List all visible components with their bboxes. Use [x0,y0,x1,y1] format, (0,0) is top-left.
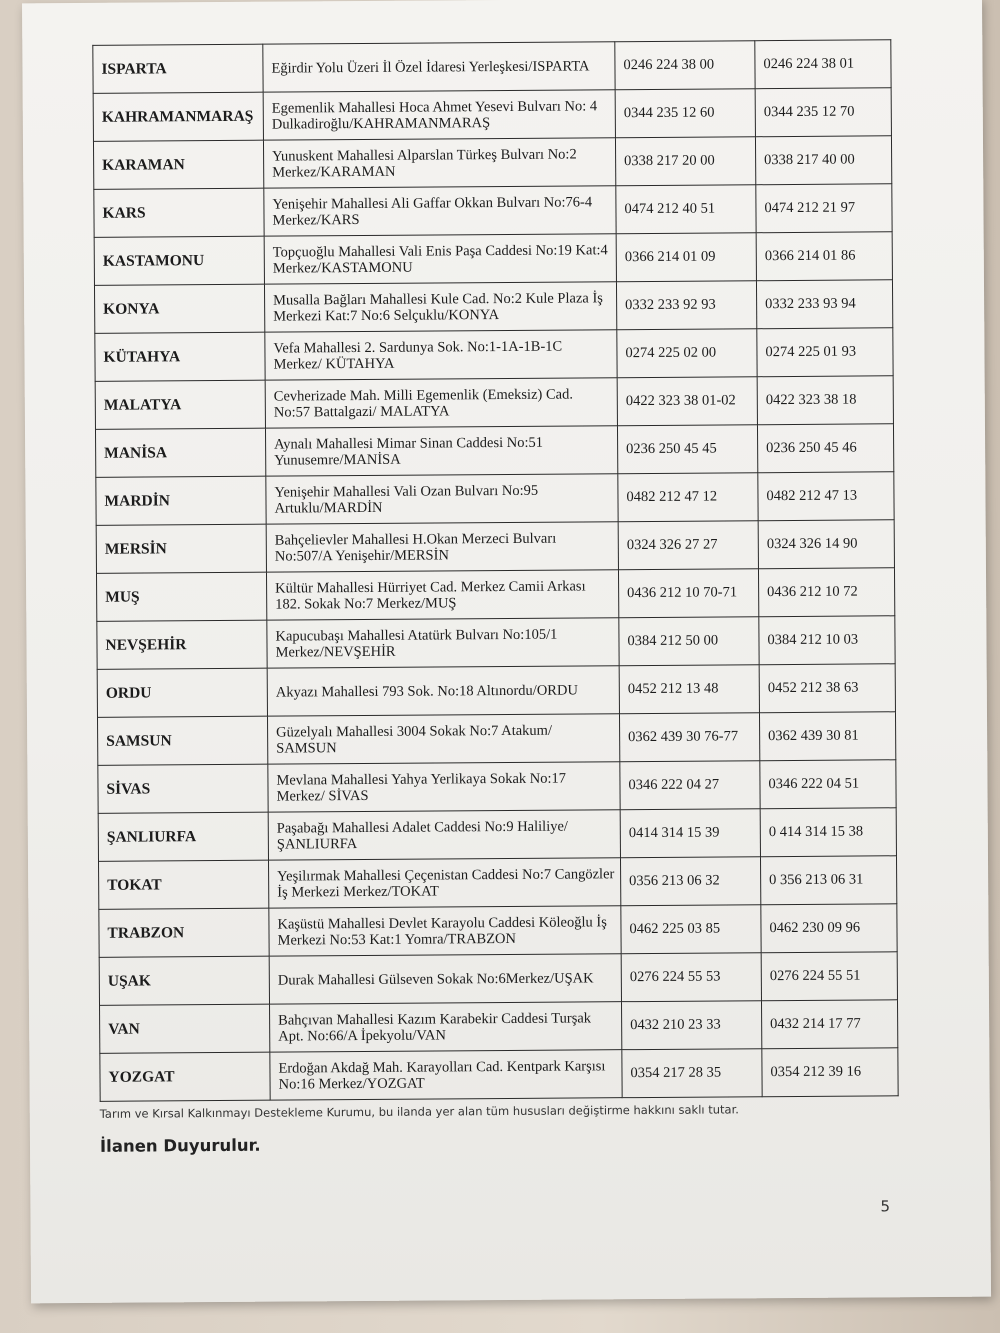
fax-cell: 0246 224 38 01 [755,40,891,89]
page-number: 5 [880,1197,891,1216]
fax-cell: 0 414 314 15 38 [760,808,896,857]
table-row [93,136,891,190]
city-cell: KARAMAN [93,140,263,189]
tel-cell: 0324 326 27 27 [618,521,758,570]
fax-cell: 0482 212 47 13 [758,472,894,521]
city-cell: SAMSUN [97,716,267,765]
city-cell: MUŞ [96,572,266,621]
city-cell: UŞAK [99,956,269,1005]
fax-cell: 0276 224 55 51 [761,952,897,1001]
addr-cell: Kültür Mahallesi Hürriyet Cad. Merkez Camii Arkası 182. Sokak No:7 Merkez/MUŞ [266,570,618,620]
table-row [99,904,897,958]
addr-cell: Bahçıvan Mahallesi Kazım Karabekir Caddesi Turşak Apt. No:66/A İpekyolu/VAN [270,1002,622,1052]
fax-cell: 0432 214 17 77 [761,1000,897,1049]
table-row [94,280,892,334]
addr-cell: Vefa Mahallesi 2. Sardunya Sok. No:1-1A-1B-1C Merkez/ KÜTAHYA [265,330,617,380]
fax-cell: 0452 212 38 63 [759,664,895,713]
city-cell: SİVAS [98,764,268,813]
fax-cell: 0462 230 09 96 [761,904,897,953]
fax-cell: 0332 233 93 94 [756,280,892,329]
table-row [95,328,893,382]
tel-cell: 0236 250 45 45 [617,425,757,474]
tel-cell: 0356 213 06 32 [620,857,760,906]
city-cell: MALATYA [95,380,265,429]
table-row [94,184,892,238]
tel-cell: 0274 225 02 00 [617,329,757,378]
table-row [93,40,891,94]
tel-cell: 0354 217 28 35 [622,1049,762,1098]
addr-cell: Durak Mahallesi Gülseven Sokak No:6Merkez/UŞAK [269,954,621,1004]
city-cell: KARS [94,188,264,237]
table-row [94,232,892,286]
tel-cell: 0462 225 03 85 [621,905,761,954]
tel-cell: 0474 212 40 51 [616,185,756,234]
fax-cell: 0366 214 01 86 [756,232,892,281]
fax-cell: 0 356 213 06 31 [760,856,896,905]
table-row [96,568,894,622]
fax-cell: 0436 212 10 72 [758,568,894,617]
fax-cell: 0344 235 12 70 [755,88,891,137]
table-row [98,808,896,862]
tel-cell: 0344 235 12 60 [615,89,755,138]
table-row [100,1000,898,1054]
fax-cell: 0474 212 21 97 [756,184,892,233]
city-cell: NEVŞEHİR [97,620,267,669]
addr-cell: Bahçelievler Mahallesi H.Okan Merzeci Bulvarı No:507/A Yenişehir/MERSİN [266,522,618,572]
table-row [93,88,891,142]
tel-cell: 0346 222 04 27 [620,761,760,810]
tel-cell: 0422 323 38 01-02 [617,377,757,426]
table-row [96,472,894,526]
table-body [93,40,898,1102]
addr-cell: Topçuoğlu Mahallesi Vali Enis Paşa Caddesi No:19 Kat:4 Merkez/KASTAMONU [264,234,616,284]
tel-cell: 0482 212 47 12 [618,473,758,522]
addr-cell: Güzelyalı Mahallesi 3004 Sokak No:7 Atakum/ SAMSUN [267,714,619,764]
tel-cell: 0332 233 92 93 [616,281,756,330]
city-cell: TOKAT [99,860,269,909]
document-page [22,0,991,1303]
table-row [97,616,895,670]
table-row [96,520,894,574]
addr-cell: Musalla Bağları Mahallesi Kule Cad. No:2 Kule Plaza İş Merkezi Kat:7 No:6 Selçuklu/KONYA [264,282,616,332]
table-row [99,952,897,1006]
city-cell: MARDİN [96,476,266,525]
city-cell: ORDU [97,668,267,717]
addr-cell: Paşabağı Mahallesi Adalet Caddesi No:9 Haliliye/ ŞANLIURFA [268,810,620,860]
city-cell: KASTAMONU [94,236,264,285]
city-cell: YOZGAT [100,1052,270,1101]
footnote-text: Tarım ve Kırsal Kalkınmayı Destekleme Kurumu, bu ilanda yer alan tüm hususları değiştirme hakkını saklı tutar. [99,1102,739,1121]
addr-cell: Kapucubaşı Mahallesi Atatürk Bulvarı No:105/1 Merkez/NEVŞEHİR [267,618,619,668]
tel-cell: 0432 210 23 33 [621,1001,761,1050]
table-row [99,856,897,910]
table-row [95,424,893,478]
addr-cell: Yeşilırmak Mahallesi Çeçenistan Caddesi No:7 Cangözler İş Merkezi Merkez/TOKAT [268,858,620,908]
tel-cell: 0436 212 10 70-71 [618,569,758,618]
fax-cell: 0362 439 30 81 [759,712,895,761]
city-cell: MANİSA [95,428,265,477]
announcement-text: İlanen Duyurulur. [99,1135,261,1156]
tel-cell: 0276 224 55 53 [621,953,761,1002]
city-cell: KONYA [94,284,264,333]
city-cell: KAHRAMANMARAŞ [93,92,263,141]
addr-cell: Aynalı Mahallesi Mimar Sinan Caddesi No:51 Yunusemre/MANİSA [265,426,617,476]
addr-cell: Erdoğan Akdağ Mah. Karayolları Cad. Kentpark Karşısı No:16 Merkez/YOZGAT [270,1050,622,1100]
tel-cell: 0384 212 50 00 [619,617,759,666]
tel-cell: 0362 439 30 76-77 [619,713,759,762]
addr-cell: Yenişehir Mahallesi Ali Gaffar Okkan Bulvarı No:76-4 Merkez/KARS [264,186,616,236]
city-cell: ISPARTA [93,44,263,93]
table-row [97,664,895,718]
table-row [98,760,896,814]
tel-cell: 0246 224 38 00 [615,41,755,90]
table-row [100,1048,898,1102]
table-row [97,712,895,766]
tel-cell: 0414 314 15 39 [620,809,760,858]
provincial-offices-table [92,39,898,1102]
table-row [95,376,893,430]
addr-cell: Akyazı Mahallesi 793 Sok. No:18 Altınordu/ORDU [267,666,619,716]
city-cell: KÜTAHYA [95,332,265,381]
fax-cell: 0324 326 14 90 [758,520,894,569]
tel-cell: 0338 217 20 00 [615,137,755,186]
city-cell: VAN [100,1004,270,1053]
tel-cell: 0452 212 13 48 [619,665,759,714]
fax-cell: 0236 250 45 46 [757,424,893,473]
addr-cell: Yunuskent Mahallesi Alparslan Türkeş Bulvarı No:2 Merkez/KARAMAN [263,138,615,188]
tel-cell: 0366 214 01 09 [616,233,756,282]
fax-cell: 0346 222 04 51 [760,760,896,809]
addr-cell: Yenişehir Mahallesi Vali Ozan Bulvarı No:95 Artuklu/MARDİN [266,474,618,524]
addr-cell: Cevherizade Mah. Milli Egemenlik (Emeksiz) Cad. No:57 Battalgazi/ MALATYA [265,378,617,428]
addr-cell: Kaşüstü Mahallesi Devlet Karayolu Caddesi Köleoğlu İş Merkezi No:53 Kat:1 Yomra/TRABZON [269,906,621,956]
addr-cell: Mevlana Mahallesi Yahya Yerlikaya Sokak No:17 Merkez/ SİVAS [268,762,620,812]
fax-cell: 0384 212 10 03 [759,616,895,665]
fax-cell: 0354 212 39 16 [762,1048,898,1097]
fax-cell: 0338 217 40 00 [755,136,891,185]
fax-cell: 0274 225 01 93 [757,328,893,377]
fax-cell: 0422 323 38 18 [757,376,893,425]
city-cell: TRABZON [99,908,269,957]
city-cell: ŞANLIURFA [98,812,268,861]
city-cell: MERSİN [96,524,266,573]
addr-cell: Egemenlik Mahallesi Hoca Ahmet Yesevi Bulvarı No: 4 Dulkadiroğlu/KAHRAMANMARAŞ [263,90,615,140]
addr-cell: Eğirdir Yolu Üzeri İl Özel İdaresi Yerleşkesi/ISPARTA [263,42,615,92]
